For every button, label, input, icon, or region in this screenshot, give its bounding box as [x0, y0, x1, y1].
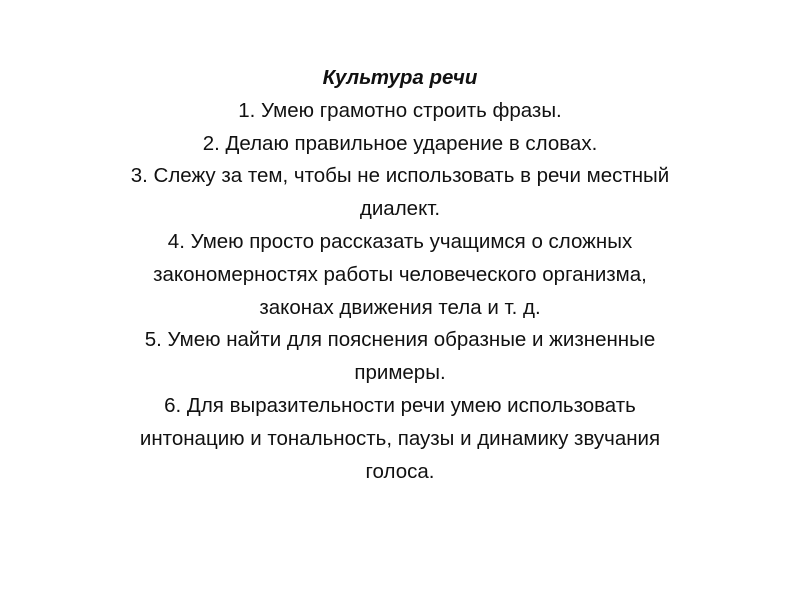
slide-text-block: [40, 62, 760, 488]
text-line: закономерностях работы человеческого организма,: [153, 262, 647, 286]
text-line: 1. Умею грамотно строить фразы.: [238, 98, 562, 122]
text-line: 3. Слежу за тем, чтобы не использовать в речи местный: [130, 164, 670, 188]
text-line: 6. Для выразительности речи умею использовать: [164, 393, 636, 417]
text-line: голоса.: [365, 459, 435, 483]
text-line: диалект.: [359, 197, 441, 221]
text-line: 2. Делаю правильное ударение в словах.: [202, 131, 598, 155]
text-line: 5. Умею найти для пояснения образные и жизненные: [144, 328, 656, 352]
text-line: законах движения тела и т. д.: [259, 295, 541, 319]
text-line: интонацию и тональность, паузы и динамику звучания: [139, 426, 661, 450]
slide-title: Культура речи: [322, 66, 478, 89]
text-line: 4. Умею просто рассказать учащимся о сложных: [167, 229, 633, 253]
text-line: примеры.: [354, 361, 446, 385]
